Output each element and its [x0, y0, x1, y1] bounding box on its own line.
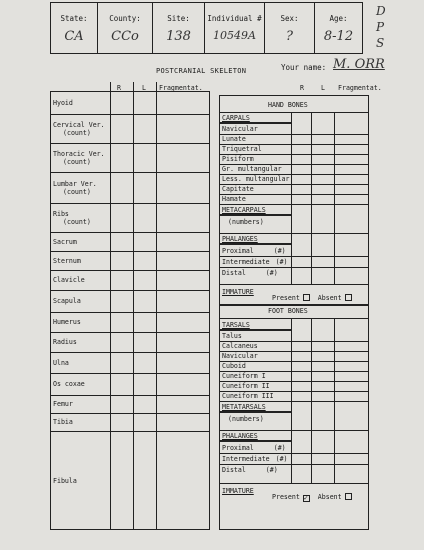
phalanx-entry-cells[interactable] [292, 442, 368, 453]
bone-label: Scapula [53, 297, 81, 305]
bone-entry-cells[interactable] [111, 252, 209, 270]
bone-label: Ulna [53, 359, 69, 367]
bone-label: Clavicle [53, 276, 85, 284]
bone-entry-cells[interactable] [111, 144, 209, 172]
bone-entry-cells[interactable] [292, 144, 368, 154]
bone-label: Cuneiform I [222, 372, 266, 380]
foot-bones-title: FOOT BONES [268, 307, 308, 315]
individual-label: Individual # [207, 14, 262, 23]
bone-label: Triquetral [222, 145, 262, 153]
group-title: METACARPALS [222, 206, 266, 214]
row-divider [219, 401, 369, 402]
age-box [314, 2, 362, 54]
bone-label: Femur [53, 400, 73, 408]
bone-entry-cells[interactable] [292, 341, 368, 351]
hand-col-l-header: L [321, 84, 325, 92]
bone-label: Radius [53, 338, 77, 346]
corner-mark-p: P [376, 20, 385, 34]
bone-label: Hamate [222, 195, 246, 203]
site-label: Site: [167, 14, 190, 23]
form-title: POSTCRANIAL SKELETON [156, 67, 247, 75]
absent-checkbox[interactable] [345, 294, 352, 301]
bone-label: Fibula [53, 477, 77, 485]
group-title: METATARSALS [222, 403, 266, 411]
bone-label: Gr. multangular [222, 165, 282, 173]
row-divider [219, 430, 369, 431]
bone-label: Tibia [53, 418, 73, 426]
state-value[interactable]: CA [64, 29, 84, 44]
state-label: State: [60, 14, 88, 23]
individual-box [204, 2, 264, 54]
bone-entry-cells[interactable] [111, 92, 209, 114]
bone-entry-cells[interactable] [111, 432, 209, 530]
your-name-value[interactable]: M. ORR [333, 57, 385, 72]
phalanx-entry-cells[interactable] [292, 464, 368, 475]
absent-label: Absent [317, 294, 342, 302]
bone-label: Thoracic Ver. (count) [53, 150, 105, 166]
bone-label: Lunate [222, 135, 246, 143]
absent-checkbox[interactable] [345, 493, 352, 500]
immature-divider [219, 284, 369, 285]
bone-entry-cells[interactable] [292, 381, 368, 391]
group-underline [219, 329, 291, 331]
phalanx-label: Distal (#) [222, 466, 278, 474]
phalanx-label: Intermediate (#) [222, 455, 288, 463]
phalanx-entry-cells[interactable] [292, 267, 368, 278]
sex-value[interactable]: ? [286, 29, 293, 44]
phalanx-entry-cells[interactable] [292, 256, 368, 267]
row-divider [219, 204, 369, 205]
row-divider [219, 233, 369, 234]
county-box [97, 2, 152, 54]
section-divider [219, 318, 369, 319]
county-value[interactable]: CCo [111, 29, 139, 44]
immature-label: IMMATURE [222, 487, 254, 495]
individual-value[interactable]: 10549A [213, 29, 256, 42]
bone-entry-cells[interactable] [292, 194, 368, 204]
site-value[interactable]: 138 [166, 29, 191, 44]
group-underline [219, 214, 291, 216]
phalanx-label: Proximal (#) [222, 247, 286, 255]
age-label: Age: [329, 14, 348, 23]
group-underline [219, 122, 291, 124]
hand-col-r-header: R [300, 84, 304, 92]
immature-divider [219, 483, 369, 484]
bone-entry-cells[interactable] [111, 291, 209, 312]
bone-label: Capitate [222, 185, 254, 193]
sex-label: Sex: [280, 14, 299, 23]
sex-box [264, 2, 314, 54]
bone-label: Cuboid [222, 362, 246, 370]
section-divider [219, 112, 369, 113]
corner-mark-d: D [376, 4, 386, 18]
bone-entry-cells[interactable] [292, 174, 368, 184]
age-value[interactable]: 8-12 [323, 29, 354, 44]
immature-options [272, 493, 352, 502]
bone-label: Less. multangular [222, 175, 290, 183]
bone-label: Pisiform [222, 155, 254, 163]
bone-entry-cells[interactable] [111, 271, 209, 290]
col-frag-header: Fragmentat. [159, 84, 203, 92]
group-underline [219, 243, 291, 245]
bone-entry-cells[interactable] [111, 353, 209, 373]
bone-entry-cells[interactable] [292, 391, 368, 401]
bone-label: Navicular [222, 352, 258, 360]
bone-entry-cells[interactable] [292, 154, 368, 164]
bone-label: Navicular [222, 125, 258, 133]
bone-label: Sternum [53, 257, 81, 265]
meta-numbers-note: (numbers) [228, 218, 264, 226]
bone-entry-cells[interactable] [111, 233, 209, 251]
group-title: PHALANGES [222, 432, 258, 440]
col-l-header: L [142, 84, 146, 92]
group-title: TARSALS [222, 321, 250, 329]
group-underline [219, 440, 291, 442]
bone-label: Ribs (count) [53, 210, 91, 226]
bone-label: Cuneiform III [222, 392, 274, 400]
immature-label: IMMATURE [222, 288, 254, 296]
bone-label: Sacrum [53, 238, 77, 246]
present-checkbox[interactable]: ✓ [303, 494, 309, 502]
present-label: Present [272, 493, 300, 501]
bone-entry-cells[interactable] [111, 313, 209, 332]
hand-bones-title: HAND BONES [268, 101, 308, 109]
group-title: PHALANGES [222, 235, 258, 243]
bone-entry-cells[interactable] [292, 184, 368, 194]
bone-label: Calcaneus [222, 342, 258, 350]
present-label: Present [272, 294, 300, 302]
bone-entry-cells[interactable] [292, 371, 368, 381]
phalanx-entry-cells[interactable] [292, 453, 368, 464]
phalanx-label: Distal (#) [222, 269, 278, 277]
bone-entry-cells[interactable] [292, 134, 368, 144]
bone-label: Humerus [53, 318, 81, 326]
immature-options [272, 294, 352, 302]
bone-entry-cells[interactable] [111, 414, 209, 431]
state-box [50, 2, 97, 54]
header-right-border [362, 2, 363, 54]
bone-entry-cells[interactable] [292, 361, 368, 371]
bone-entry-cells[interactable] [292, 351, 368, 361]
phalanx-label: Proximal (#) [222, 444, 286, 452]
bone-label: Cervical Ver. (count) [53, 121, 105, 137]
meta-numbers-note: (numbers) [228, 415, 264, 423]
bone-label: Os coxae [53, 380, 85, 388]
group-title: CARPALS [222, 114, 250, 122]
site-box [152, 2, 204, 54]
bone-entry-cells[interactable] [111, 173, 209, 203]
bone-entry-cells[interactable] [292, 164, 368, 174]
absent-label: Absent [317, 493, 342, 501]
bone-entry-cells[interactable] [111, 374, 209, 395]
bone-entry-cells[interactable] [111, 115, 209, 143]
bone-label: Cuneiform II [222, 382, 270, 390]
bone-label: Talus [222, 332, 242, 340]
hand-col-frag-header: Fragmentat. [338, 84, 382, 92]
phalanx-label: Intermediate (#) [222, 258, 288, 266]
bone-label: Hyoid [53, 99, 73, 107]
present-checkbox[interactable] [303, 294, 310, 301]
phalanx-entry-cells[interactable] [292, 245, 368, 256]
group-underline [219, 411, 291, 413]
your-name-label: Your name: [281, 63, 327, 72]
bone-label: Lumbar Ver. (count) [53, 180, 97, 196]
corner-mark-s: S [376, 36, 385, 50]
county-label: County: [109, 14, 141, 23]
bone-entry-cells[interactable] [111, 333, 209, 352]
col-r-header: R [117, 84, 121, 92]
bone-entry-cells[interactable] [111, 396, 209, 413]
bone-entry-cells[interactable] [292, 331, 368, 341]
bone-entry-cells[interactable] [292, 124, 368, 134]
bone-entry-cells[interactable] [111, 204, 209, 232]
